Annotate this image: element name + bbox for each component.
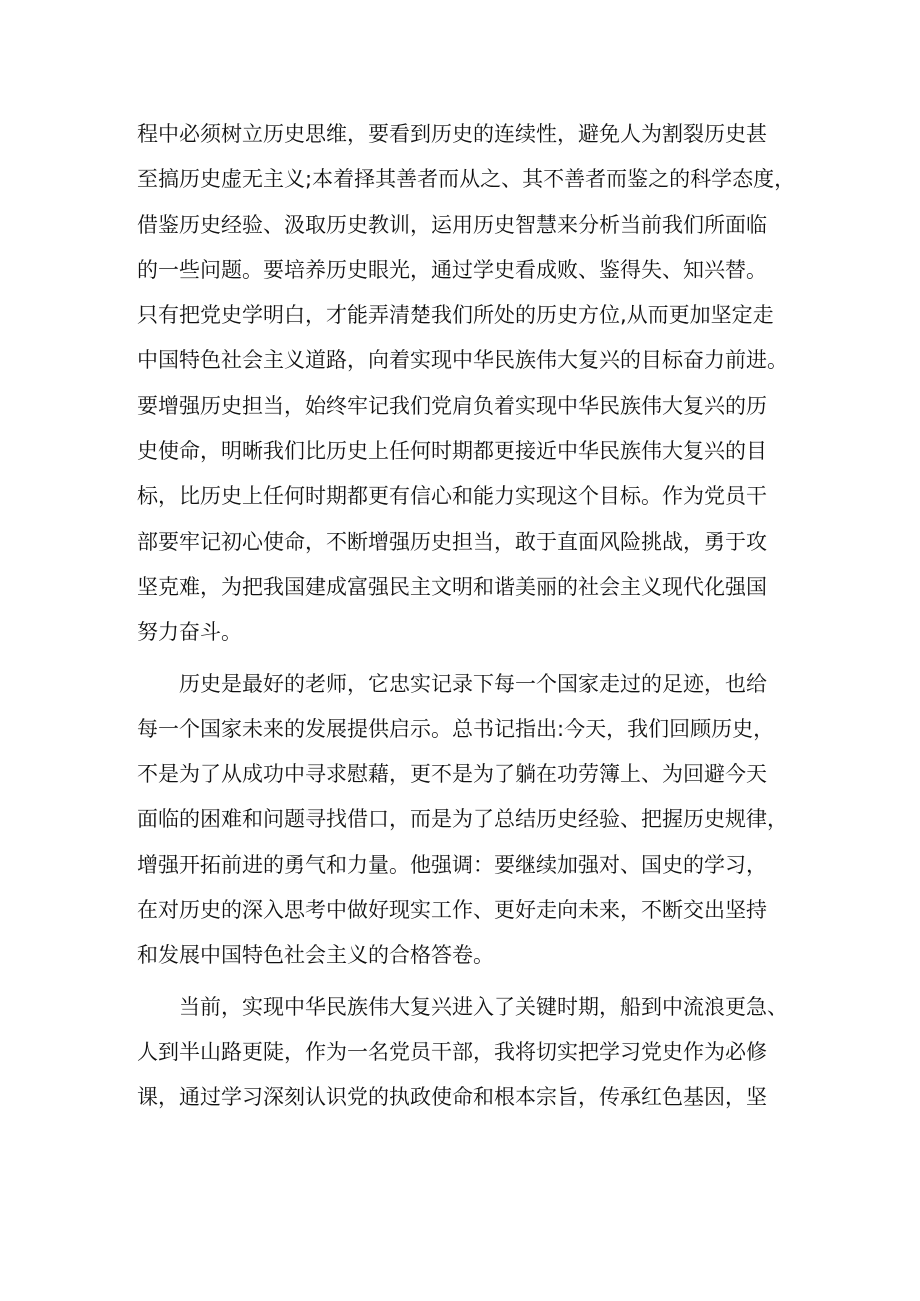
text-line: 不是为了从成功中寻求慰藉，更不是为了躺在功劳簿上、为回避今天 [137,762,767,787]
text-line: 至搞历史虚无主义;本着择其善者而从之、其不善者而鉴之的科学态度， [137,167,796,192]
text-line: 努力奋斗。 [137,620,242,645]
text-line: 增强开拓前进的勇气和力量。他强调：要继续加强对、国史的学习， [137,852,767,877]
text-line: 在对历史的深入思考中做好现实工作、更好走向未来，不断交出坚持 [137,898,767,923]
text-line: 人到半山路更陡，作为一名党员干部，我将切实把学习党史作为必修 [137,1039,767,1064]
paragraph-1 [137,112,817,656]
text-line: 的一些问题。要培养历史眼光，通过学史看成败、鉴得失、知兴替。 [137,257,767,282]
text-line: 标，比历史上任何时期都更有信心和能力实现这个目标。作为党员干 [137,484,767,509]
text-line: 历史是最好的老师，它忠实记录下每一个国家走过的足迹，也给 [137,671,767,696]
text-line: 要增强历史担当，始终牢记我们党肩负着实现中华民族伟大复兴的历 [137,393,767,418]
paragraph-2 [137,662,817,979]
body-text [137,112,817,1121]
text-line: 中国特色社会主义道路，向着实现中华民族伟大复兴的目标奋力前进。 [137,348,788,373]
text-line: 每一个国家未来的发展提供启示。总书记指出:今天，我们回顾历史， [137,716,775,741]
text-line: 面临的困难和问题寻找借口，而是为了总结历史经验、把握历史规律， [137,807,788,832]
text-line: 部要牢记初心使命，不断增强历史担当，敢于直面风险挑战，勇于攻 [137,529,767,554]
text-line: 坚克难，为把我国建成富强民主文明和谐美丽的社会主义现代化强国 [137,574,767,599]
text-line: 只有把党史学明白，才能弄清楚我们所处的历史方位,从而更加坚定走 [137,303,774,328]
text-line: 史使命，明晰我们比历史上任何时期都更接近中华民族伟大复兴的目 [137,439,767,464]
text-line: 课，通过学习深刻认识党的执政使命和根本宗旨，传承红色基因，坚 [137,1085,767,1110]
text-line: 当前，实现中华民族伟大复兴进入了关键时期，船到中流浪更急、 [137,994,788,1019]
paragraph-3 [137,985,817,1121]
text-line: 借鉴历史经验、汲取历史教训，运用历史智慧来分析当前我们所面临 [137,212,767,237]
text-line: 和发展中国特色社会主义的合格答卷。 [137,943,494,968]
text-line: 程中必须树立历史思维，要看到历史的连续性，避免人为割裂历史甚 [137,122,767,146]
